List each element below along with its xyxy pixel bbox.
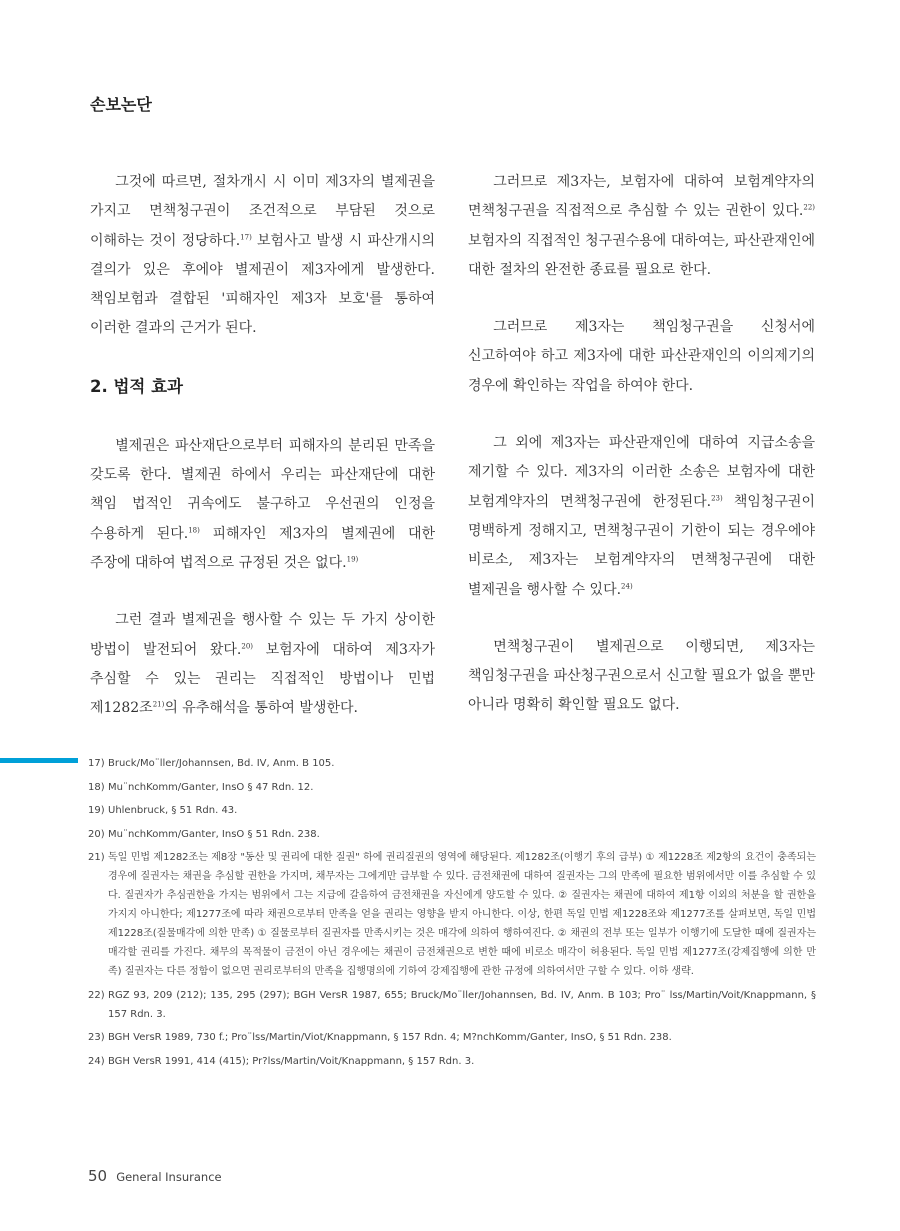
footnotes xyxy=(88,754,816,1075)
paragraph-text: 그것에 따르면, 절차개시 시 이미 제3자의 별제권을 가지고 면책청구권이 조건적으로 부담된 것으로 이해하는 것이 정당하다. xyxy=(90,174,435,249)
paragraph xyxy=(90,168,435,344)
footnote xyxy=(88,986,816,1024)
paragraph-text: 그러므로 제3자는, 보험자에 대하여 보험계약자의 면책청구권을 직접적으로 추심할 수 있는 권한이 있다. xyxy=(468,174,815,220)
footnote-text: Mu¨nchKomm/Ganter, InsO § 51 Rdn. 238. xyxy=(108,828,320,840)
left-column xyxy=(90,168,435,751)
footnote-text: RGZ 93, 209 (212); 135, 295 (297); BGH VersR 1987, 655; Bruck/Mo¨ller/Johannsen, Bd. IV, Anm. B 103; Pro¨ lss/Martin/Voit/Knappmann, § 157 Rdn. 3. xyxy=(108,989,816,1020)
footnote xyxy=(88,825,816,844)
footnote-text: BGH VersR 1989, 730 f.; Pro¨lss/Martin/Viot/Knappmann, § 157 Rdn. 4; M?nchKomm/Ganter, InsO, § 51 Rdn. 238. xyxy=(108,1032,672,1043)
footnote-ref: 20) xyxy=(241,641,254,650)
footnote-number: 24) xyxy=(88,1055,105,1067)
footnote-number: 23) xyxy=(88,1032,105,1043)
footnote-text: Mu¨nchKomm/Ganter, InsO § 47 Rdn. 12. xyxy=(108,781,314,793)
paragraph-text: 보험자에 대하여 제3자가 추심할 수 있는 권리는 직접적인 방법이나 민법 제1282조 xyxy=(90,641,435,717)
paragraph-text: 그러므로 제3자는 책임청구권을 신청서에 신고하여야 하고 제3자에 대한 파산관재인의 이의제기의 경우에 확인하는 작업을 하여야 한다. xyxy=(468,319,815,394)
footnote-text: BGH VersR 1991, 414 (415); Pr?lss/Martin/Voit/Knappmann, § 157 Rdn. 3. xyxy=(108,1055,475,1067)
paragraph-text: 피해자인 제3자의 별제권에 대한 주장에 대하여 법적으로 규정된 것은 없다. xyxy=(90,525,435,571)
footnote-text: Bruck/Mo¨ller/Johannsen, Bd. IV, Anm. B 105. xyxy=(108,758,335,769)
paragraph xyxy=(468,633,815,721)
paragraph xyxy=(468,168,815,285)
paragraph xyxy=(468,313,815,401)
footnote-number: 17) xyxy=(88,758,105,769)
footnote-ref: 21) xyxy=(152,700,165,709)
right-column xyxy=(468,168,815,749)
footnote xyxy=(88,848,816,981)
footnote-ref: 17) xyxy=(240,232,252,241)
paragraph-text: 보험사고 발생 시 파산개시의 결의가 있은 후에야 별제권이 제3자에게 발생한다. 책임보험과 결합된 '피해자인 제3자 보호'를 통하여 이러한 결과의 근거가 된다. xyxy=(90,232,435,337)
paragraph-text: 그런 결과 별제권을 행사할 수 있는 두 가지 상이한 방법이 발전되어 왔다. xyxy=(90,612,435,658)
footnote-text: 독일 민법 제1282조는 제8장 "동산 및 권리에 대한 질권" 하에 권리질권의 영역에 해당된다. 제1282조(이행기 후의 급부) ① 제1228조 제2항의 요건이 충족되는 경우에 질권자는 채권을 추심할 권한을 가지며, 채무자는 그에게만 급부할 수 있다. 금전채권에 대하여 질권자는 그의 만족에 필요한 범위에서만 이를 추심할 수 있다. 질권자가 추심권한을 가지는 범위에서 그는 지급에 갈음하여 금전채권을 자신에게 양도할 수 있다. ② 질권자는 채권에 대하여 제1항 이외의 처분을 할 권한을 가지지 아니한다; 제1277조에 따라 채권으로부터 만족을 얻을 권리는 영향을 받지 아니한다. 이상, 한편 독일 민법 제1228조와 제1277조를 살펴보면, 독일 민법 제1228조(질물매각에 의한 만족) ① 질물로부터 질권자를 만족시키는 것은 매각에 의하여 행하여진다. ② 채권의 전부 또는 일부가 이행기에 도달한 때에 질권자는 매각할 권리를 가진다. 채무의 목적물이 금전이 아닌 경우에는 채권이 금전채권으로 변한 때에 비로소 매각이 허용된다. 독일 민법 제1277조(강제집행에 의한 만족) 질권자는 다른 정함이 없으면 권리로부터의 만족을 집행명의에 기하여 강제집행에 관한 규정에 의하여서만 구할 수 있다. 이하 생략. xyxy=(108,852,816,977)
footnote xyxy=(88,754,816,773)
paragraph-text: 면책청구권이 별제권으로 이행되면, 제3자는 책임청구권을 파산청구권으로서 신고할 필요가 없을 뿐만 아니라 명확히 확인할 필요도 없다. xyxy=(468,638,815,714)
paragraph-text: 그 외에 제3자는 파산관재인에 대하여 지급소송을 제기할 수 있다. 제3자의 이러한 소송은 보험자에 대한 보험계약자의 면책청구권에 한정된다. xyxy=(468,435,815,510)
footnote xyxy=(88,1052,816,1071)
publication-label: General Insurance xyxy=(116,1170,222,1184)
footnote-number: 19) xyxy=(88,805,105,816)
paragraph xyxy=(90,432,435,578)
paragraph-text: 책임청구권이 명백하게 정해지고, 면책청구권이 기한이 되는 경우에야 비로소, 제3자는 보험계약자의 면책청구권에 대한 별제권을 행사할 수 있다. xyxy=(468,493,815,598)
footnote-ref: 24) xyxy=(621,581,633,590)
paragraph-text: 의 유추해석을 통하여 발생한다. xyxy=(164,700,358,717)
footnote-text: Uhlenbruck, § 51 Rdn. 43. xyxy=(108,805,238,816)
paragraph xyxy=(90,606,435,723)
footnote xyxy=(88,778,816,797)
accent-bar xyxy=(0,758,78,763)
paragraph xyxy=(468,429,815,605)
page-footer xyxy=(88,1166,222,1185)
footnote-ref: 18) xyxy=(188,526,200,535)
footnote-ref: 19) xyxy=(346,555,359,564)
footnote-number: 21) xyxy=(88,852,105,863)
footnote xyxy=(88,801,816,820)
footnote-number: 20) xyxy=(88,828,105,840)
footnote-ref: 22) xyxy=(803,203,815,212)
page-number: 50 xyxy=(88,1167,108,1185)
paragraph-text: 보험자의 직접적인 청구권수용에 대하여는, 파산관재인에 대한 절차의 완전한 종료를 필요로 한다. xyxy=(468,232,815,278)
footnote-number: 18) xyxy=(88,781,105,793)
section-heading: 2. 법적 효과 xyxy=(90,376,183,396)
section-title: 손보논단 xyxy=(90,95,152,114)
footnote-number: 22) xyxy=(88,989,105,1001)
footnote xyxy=(88,1028,816,1047)
footnote-ref: 23) xyxy=(711,494,723,503)
paragraph-text: 별제권은 파산재단으로부터 피해자의 분리된 만족을 갖도록 한다. 별제권 하에서 우리는 파산재단에 대한 책임 법적인 귀속에도 불구하고 우선권의 인정을 수용하게 된다. xyxy=(90,437,435,542)
